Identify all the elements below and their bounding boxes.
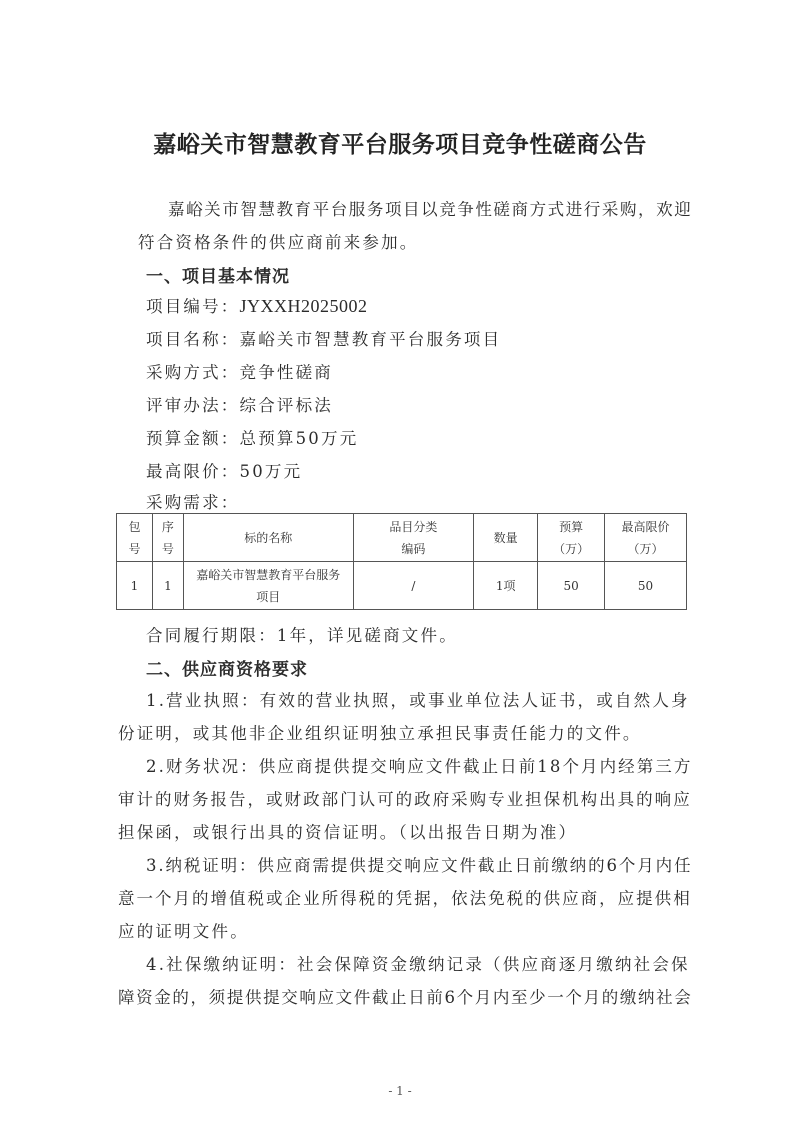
- field-value: 50万元: [239, 462, 303, 481]
- header-category-code: 品目分类 编码: [353, 514, 474, 562]
- intro-line-2: 符合资格条件的供应商前来参加。: [138, 233, 419, 252]
- cell-quantity: 1项: [474, 562, 538, 610]
- intro-line-1: 嘉峪关市智慧教育平台服务项目以竞争性磋商方式进行采购，欢迎: [168, 200, 693, 219]
- field-label: 评审办法：: [146, 396, 240, 415]
- field-budget: [146, 425, 358, 449]
- field-value: JYXXH2025002: [239, 296, 368, 316]
- cell-budget: 50: [538, 562, 605, 610]
- document-title: 嘉峪关市智慧教育平台服务项目竞争性磋商公告: [153, 132, 647, 158]
- field-procurement-method: [146, 359, 333, 383]
- field-value: 总预算50万元: [239, 429, 359, 448]
- table-row: [117, 562, 687, 610]
- qualification-line: 份证明，或其他非企业组织证明独立承担民事责任能力的文件。: [118, 724, 642, 743]
- section2-heading: 二、供应商资格要求: [146, 660, 308, 680]
- field-label: 项目编号：: [146, 297, 240, 316]
- page-number: - 1 -: [388, 1084, 412, 1098]
- field-value: 竞争性磋商: [239, 363, 333, 382]
- qualification-line: 审计的财务报告，或财政部门认可的政府采购专业担保机构出具的响应: [118, 790, 692, 809]
- header-package-no: 包 号: [117, 514, 153, 562]
- field-project-name: [146, 326, 501, 350]
- contract-period: 合同履行期限：1年，详见磋商文件。: [146, 626, 458, 645]
- qualification-line: 障资金的，须提供提交响应文件截止日前6个月内至少一个月的缴纳社会: [118, 988, 693, 1007]
- requirements-label: 采购需求：: [146, 493, 240, 512]
- qualification-line: 应的证明文件。: [118, 922, 249, 941]
- field-evaluation-method: [146, 392, 333, 416]
- field-label: 最高限价：: [146, 462, 240, 481]
- table-header-row: [117, 514, 687, 562]
- qualification-line: 1.营业执照：有效的营业执照，或事业单位法人证书，或自然人身: [146, 691, 690, 710]
- header-item-name: 标的名称: [183, 514, 353, 562]
- qualification-line: 4.社保缴纳证明：社会保障资金缴纳记录（供应商逐月缴纳社会保: [146, 955, 690, 974]
- field-value: 嘉峪关市智慧教育平台服务项目: [239, 330, 502, 349]
- header-max-price: 最高限价 （万）: [605, 514, 687, 562]
- qualification-line: 意一个月的增值税或企业所得税的凭据，依法免税的供应商，应提供相: [118, 889, 692, 908]
- cell-category-code: /: [353, 562, 474, 610]
- qualification-line: 3.纳税证明：供应商需提供提交响应文件截止日前缴纳的6个月内任: [146, 856, 693, 875]
- cell-max-price: 50: [605, 562, 687, 610]
- cell-package-no: 1: [117, 562, 153, 610]
- field-label: 预算金额：: [146, 429, 240, 448]
- cell-seq-no: 1: [152, 562, 183, 610]
- field-max-price: [146, 458, 302, 482]
- field-project-number: [146, 293, 368, 317]
- field-label: 采购方式：: [146, 363, 240, 382]
- header-seq-no: 序 号: [152, 514, 183, 562]
- section1-heading: 一、项目基本情况: [146, 267, 290, 287]
- field-label: 项目名称：: [146, 330, 240, 349]
- field-value: 综合评标法: [239, 396, 333, 415]
- header-budget: 预算 （万）: [538, 514, 605, 562]
- cell-item-name: 嘉峪关市智慧教育平台服务 项目: [183, 562, 353, 610]
- qualification-line: 2.财务状况：供应商提供提交响应文件截止日前18个月内经第三方: [146, 757, 693, 776]
- qualification-line: 担保函，或银行出具的资信证明。（以出报告日期为准）: [118, 823, 578, 842]
- header-quantity: 数量: [474, 514, 538, 562]
- requirements-table: [116, 513, 687, 610]
